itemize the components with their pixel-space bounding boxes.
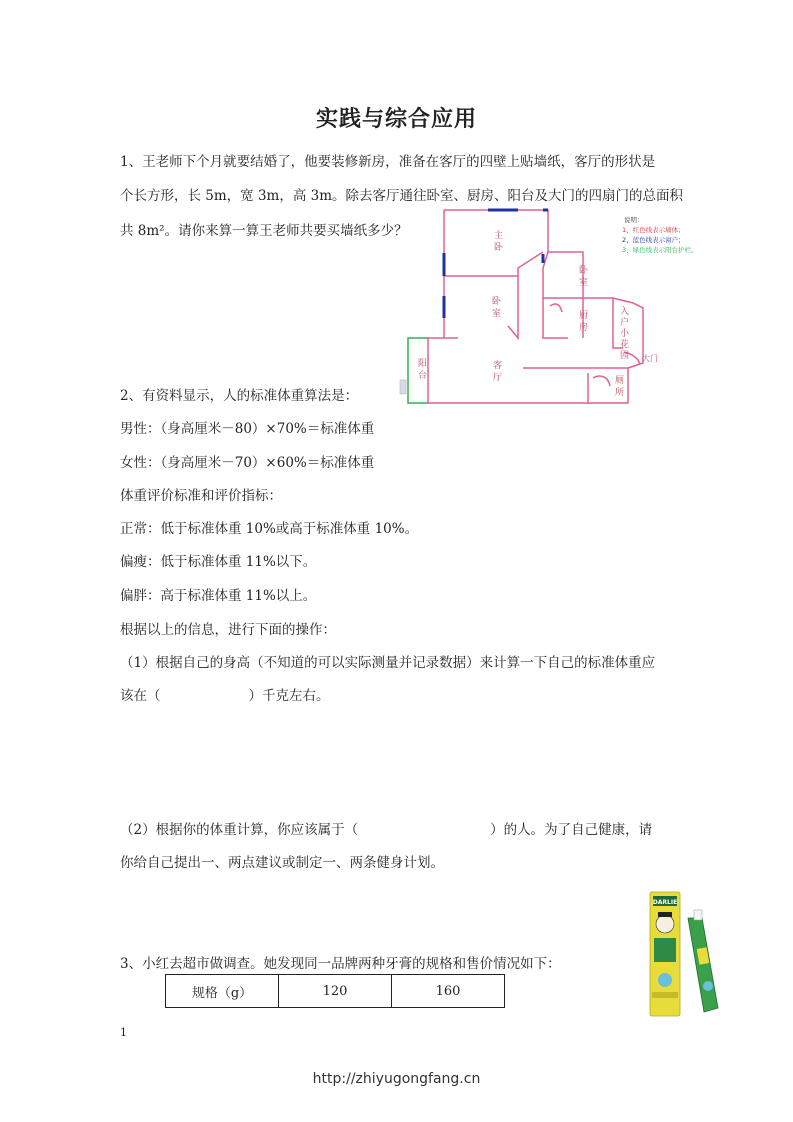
legend-item-wall: 1、红色线表示墙体； bbox=[622, 226, 685, 234]
table-cell-value: 160 bbox=[392, 975, 505, 1008]
legend-item-railing: 3、绿色线表示阳台护栏。 bbox=[622, 246, 698, 254]
q2-female-formula: 女性：（身高厘米－70）×60%＝标准体重 bbox=[120, 455, 375, 471]
footer-url[interactable]: http://zhiyugongfang.cn bbox=[312, 1071, 481, 1087]
q2-part1-prefix: 该在（ bbox=[120, 688, 161, 704]
room-kitchen: 厨房 bbox=[579, 311, 589, 333]
q2-criteria-normal: 正常：低于标准体重 10%或高于标准体重 10%。 bbox=[120, 521, 419, 537]
room-toilet: 厕所 bbox=[615, 376, 625, 398]
q2-part2-suffix: ）的人。为了自己健康，请 bbox=[490, 822, 653, 838]
toothpaste-brand: DARLIE bbox=[652, 899, 678, 906]
q3-intro: 3、小红去超市做调查。她发现同一品牌两种牙膏的规格和售价情况如下： bbox=[120, 956, 561, 972]
q2-criteria-fat: 偏胖：高于标准体重 11%以上。 bbox=[120, 588, 317, 604]
legend-item-window: 2、蓝色线表示窗户； bbox=[622, 236, 685, 244]
spec-table bbox=[165, 974, 505, 1008]
legend-heading: 说明： bbox=[624, 216, 644, 224]
door-markers bbox=[400, 380, 406, 394]
room-living: 客厅 bbox=[493, 361, 503, 383]
room-bedroom-right: 卧室 bbox=[579, 266, 589, 288]
table-cell-value: 120 bbox=[279, 975, 392, 1008]
q2-male-formula: 男性：（身高厘米－80）×70%＝标准体重 bbox=[120, 421, 375, 437]
q2-criteria-thin: 偏瘦：低于标准体重 11%以下。 bbox=[120, 554, 317, 570]
q2-part2-line1 bbox=[120, 818, 652, 838]
q2-part1-suffix: ）千克左右。 bbox=[248, 688, 330, 704]
toothpaste-image bbox=[638, 888, 730, 1018]
wall-lines bbox=[428, 210, 643, 403]
room-balcony: 阳台 bbox=[418, 359, 428, 381]
page-number: 1 bbox=[120, 1026, 127, 1039]
q2-instruction: 根据以上的信息，进行下面的操作： bbox=[120, 622, 336, 638]
q2-part2-prefix: （2）根据你的体重计算，你应该属于（ bbox=[120, 822, 359, 838]
q2-criteria-title: 体重评价标准和评价指标： bbox=[120, 488, 282, 504]
q2-intro: 2、有资料显示，人的标准体重算法是： bbox=[120, 388, 359, 404]
label-main-door: 大门 bbox=[642, 354, 658, 363]
q1-line1: 1、王老师下个月就要结婚了，他要装修新房，准备在客厅的四壁上贴墙纸，客厅的形状是 bbox=[120, 154, 656, 170]
q2-part1-line1: （1）根据自己的身高（不知道的可以实际测量并记录数据）来计算一下自己的标准体重应 bbox=[120, 655, 656, 671]
page-title: 实践与综合应用 bbox=[315, 106, 477, 132]
room-master: 主卧 bbox=[494, 231, 504, 253]
room-entry: 入户小花园 bbox=[620, 307, 630, 361]
table-cell-label: 规格（g） bbox=[166, 975, 279, 1008]
q2-part2-line2: 你给自己提出一、两点建议或制定一、两条健身计划。 bbox=[120, 855, 444, 871]
room-bedroom-left: 卧室 bbox=[492, 297, 502, 319]
q2-part1-line2 bbox=[120, 684, 330, 704]
q1-line2: 个长方形，长 5m，宽 3m，高 3m。除去客厅通往卧室、厨房、阳台及大门的四扇门的总面积 bbox=[120, 188, 684, 204]
floor-plan bbox=[398, 208, 710, 408]
q1-line3: 共 8m²。请你来算一算王老师共要买墙纸多少？ bbox=[120, 223, 408, 239]
table-row bbox=[166, 975, 505, 1008]
